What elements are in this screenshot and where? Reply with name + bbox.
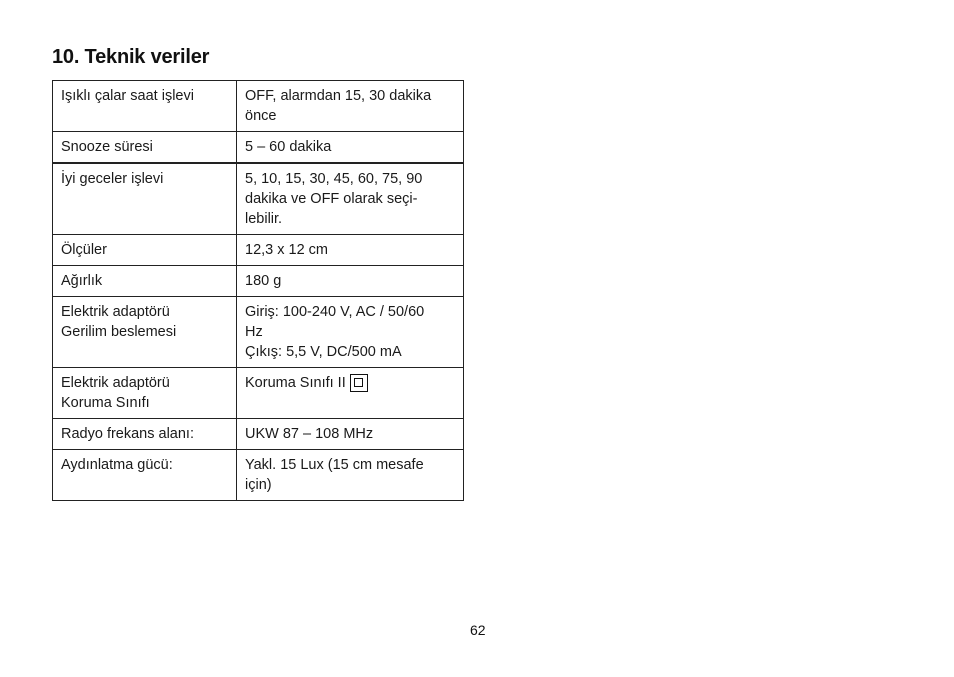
table-row [53,81,464,132]
row-label: Snooze süresi [53,132,237,164]
row-label: Ağırlık [53,266,237,297]
table-row [53,235,464,266]
table-row [53,132,464,164]
row-label: Radyo frekans alanı: [53,419,237,450]
table-row [53,163,464,235]
row-label: Işıklı çalar saat işlevi [53,81,237,132]
table-row [53,368,464,419]
row-value: 5 – 60 dakika [237,132,464,164]
row-label: Elektrik adaptörü Gerilim beslemesi [53,297,237,368]
table-row [53,450,464,501]
row-value-cell [237,368,464,419]
table-row [53,297,464,368]
protection-class-ii-icon [350,374,368,392]
row-value: Yakl. 15 Lux (15 cm mesafe için) [237,450,464,501]
row-value: 5, 10, 15, 30, 45, 60, 75, 90 dakika ve OFF olarak seçi- lebilir. [237,163,464,235]
row-label: İyi geceler işlevi [53,163,237,235]
table-row [53,419,464,450]
row-value: 180 g [237,266,464,297]
row-value: 12,3 x 12 cm [237,235,464,266]
row-value: OFF, alarmdan 15, 30 dakika önce [237,81,464,132]
page-number: 62 [470,622,486,638]
row-value: Koruma Sınıfı II [245,375,346,391]
technical-data-table [52,80,464,501]
table-row [53,266,464,297]
row-label: Elektrik adaptörü Koruma Sınıfı [53,368,237,419]
row-value: UKW 87 – 108 MHz [237,419,464,450]
section-title: 10. Teknik veriler [52,46,210,68]
row-label: Aydınlatma gücü: [53,450,237,501]
row-value: Giriş: 100-240 V, AC / 50/60 Hz Çıkış: 5,5 V, DC/500 mA [237,297,464,368]
row-label: Ölçüler [53,235,237,266]
